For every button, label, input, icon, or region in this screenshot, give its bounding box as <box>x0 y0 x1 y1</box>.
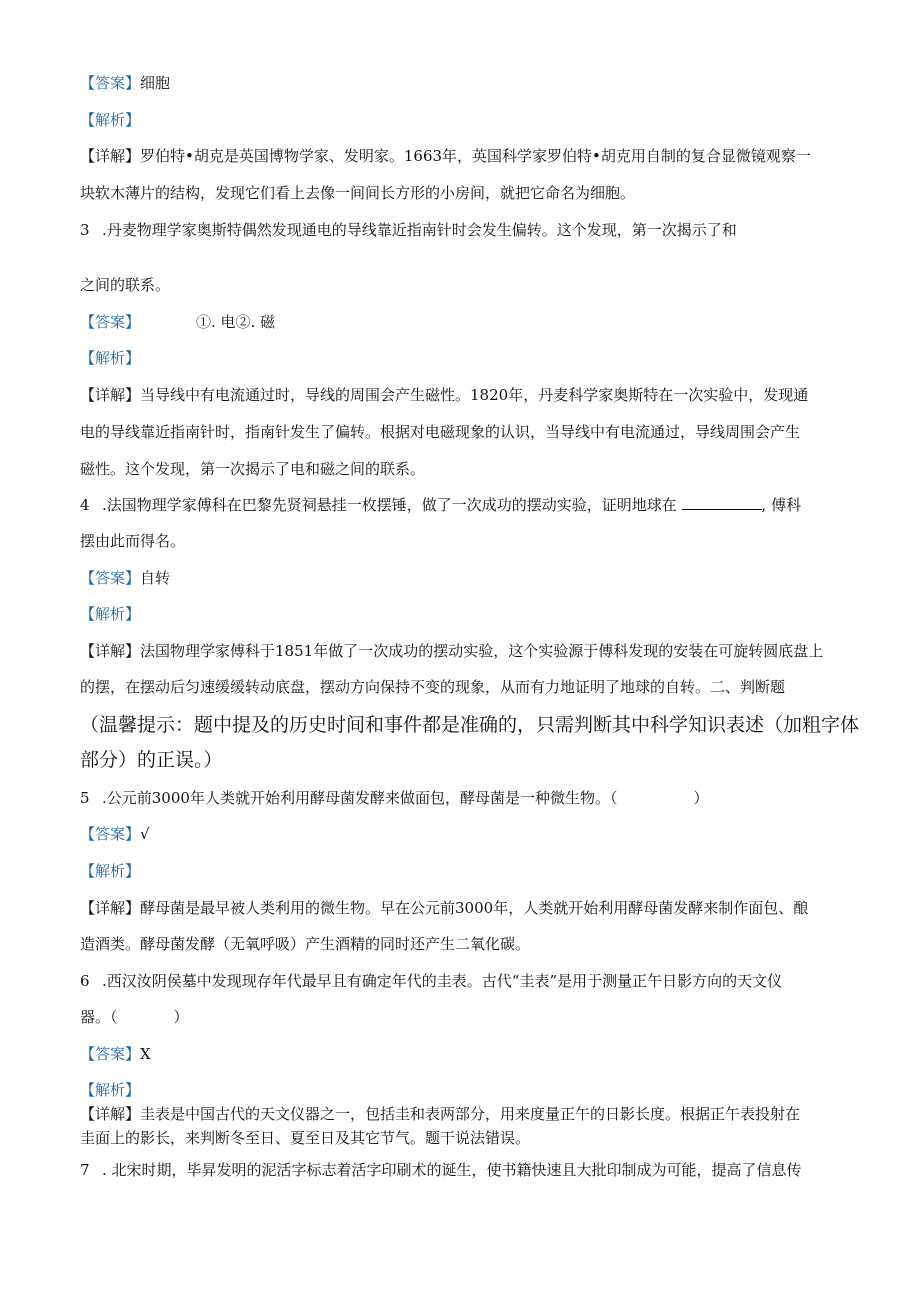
q4-text-1b: , 傅科 <box>761 496 802 514</box>
q6-question-line-2 <box>80 1007 189 1027</box>
q3-detail-1: 当导线中有电流通过时，导线的周围会产生磁性。1820年，丹麦科学家奥斯特在一次实验中，发现通 <box>140 386 809 404</box>
analysis-label: 【解析】 <box>80 111 141 129</box>
q3-detail-line-1 <box>80 385 808 405</box>
q7-text-1: . 北宋时期，毕昇发明的泥活字标志着活字印刷术的诞生，使书籍快速且大批印制成为可能，提高了信息传 <box>102 1161 802 1179</box>
q3-question-line-2 <box>80 275 170 295</box>
q6-question-line-1 <box>80 971 782 991</box>
q6-detail-line-1 <box>80 1104 800 1124</box>
q5-detail-line-1 <box>80 898 808 918</box>
q3-answer: ①. 电②. 磁 <box>196 313 276 331</box>
q4-question-line-1 <box>80 495 801 515</box>
q6-answer: X <box>140 1045 151 1063</box>
q3-text-1: .丹麦物理学家奥斯特偶然发现通电的导线靠近指南针时会发生偏转。这个发现，第一次揭示了和 <box>102 221 737 239</box>
q3-analysis-line <box>80 348 140 368</box>
q3-detail-2: 电的导线靠近指南针时，指南针发生了偏转。根据对电磁现象的认识，当导线中有电流通过，导线周围会产生 <box>80 423 801 441</box>
q6-detail-1: 圭表是中国古代的天文仪器之一，包括圭和表两部分，用来度量正午的日影长度。根据正午表投射在 <box>140 1105 801 1123</box>
q4-answer-line <box>80 568 170 588</box>
q3-number: 3 <box>80 221 90 239</box>
q4-answer: 自转 <box>140 569 171 587</box>
q2-detail-line-2 <box>80 183 635 203</box>
q6-number: 6 <box>80 972 90 990</box>
q4-question-line-2 <box>80 531 185 551</box>
q7-number: 7 <box>80 1161 90 1179</box>
q5-analysis-line <box>80 861 140 881</box>
answer-label: 【答案】 <box>80 569 141 587</box>
answer-label: 【答案】 <box>80 313 141 331</box>
q6-close-paren: ） <box>173 1008 189 1026</box>
q3-answer-line <box>80 312 275 332</box>
q4-answer-blank <box>682 495 762 510</box>
q6-analysis-line <box>80 1080 140 1100</box>
detail-label: 【详解】 <box>80 147 141 165</box>
q4-text-2: 摆由此而得名。 <box>80 532 186 550</box>
q7-question-line-1 <box>80 1160 802 1180</box>
q4-detail-2: 的摆，在摆动后匀速缓缓转动底盘，摆动方向保持不变的现象，从而有力地证明了地球的自转。二、判断题 <box>80 678 786 696</box>
answer-label: 【答案】 <box>80 1045 141 1063</box>
q3-detail-line-2 <box>80 422 800 442</box>
q4-text-1a: .法国物理学家傅科在巴黎先贤祠悬挂一枚摆锤，做了一次成功的摆动实验，证明地球在 <box>102 496 682 514</box>
q4-number: 4 <box>80 496 90 514</box>
q2-answer-line <box>80 73 170 93</box>
q4-analysis-line <box>80 604 140 624</box>
answer-label: 【答案】 <box>80 825 141 843</box>
q5-detail-2: 造酒类。酵母菌发酵（无氧呼吸）产生酒精的同时还产生二氧化碳。 <box>80 935 531 953</box>
answer-label: 【答案】 <box>80 74 141 92</box>
analysis-label: 【解析】 <box>80 1081 141 1099</box>
q3-detail-line-3 <box>80 459 425 479</box>
q6-detail-2: 圭面上的影长，来判断冬至日、夏至日及其它节气。题干说法错误。 <box>80 1129 531 1147</box>
q6-answer-line <box>80 1044 151 1064</box>
detail-label: 【详解】 <box>80 642 141 660</box>
analysis-label: 【解析】 <box>80 862 141 880</box>
analysis-label: 【解析】 <box>80 349 141 367</box>
q5-number: 5 <box>80 789 90 807</box>
q5-detail-line-2 <box>80 934 530 954</box>
q5-text: .公元前3000年人类就开始利用酵母菌发酵来做面包，酵母菌是一种微生物。（ <box>102 789 618 807</box>
detail-label: 【详解】 <box>80 386 141 404</box>
q6-detail-line-2 <box>80 1128 530 1148</box>
section-note-line-2 <box>80 747 223 773</box>
analysis-label: 【解析】 <box>80 605 141 623</box>
q2-detail-2: 块软木薄片的结构，发现它们看上去像一间间长方形的小房间，就把它命名为细胞。 <box>80 184 636 202</box>
section-note-line-1 <box>80 712 859 738</box>
q5-detail-1: 酵母菌是最早被人类利用的微生物。早在公元前3000年，人类就开始利用酵母菌发酵来制作面包、酿 <box>140 899 809 917</box>
q4-detail-line-2 <box>80 677 785 697</box>
q2-analysis-line <box>80 110 140 130</box>
q2-detail-line-1 <box>80 146 811 166</box>
detail-label: 【详解】 <box>80 899 141 917</box>
q4-detail-line-1 <box>80 641 823 661</box>
q3-question-line-1 <box>80 220 737 240</box>
q3-detail-3: 磁性。这个发现，第一次揭示了电和磁之间的联系。 <box>80 460 426 478</box>
q2-detail-1: 罗伯特•胡克是英国博物学家、发明家。1663年，英国科学家罗伯特•胡克用自制的复合显微镜观察一 <box>140 147 811 165</box>
section-note-1: （温馨提示：题中提及的历史时间和事件都是准确的，只需判断其中科学知识表述（加粗字体 <box>80 714 860 736</box>
q5-answer-line <box>80 824 150 844</box>
q3-text-2: 之间的联系。 <box>80 276 171 294</box>
q5-close-paren: ） <box>693 789 709 807</box>
q6-text-1: .西汉汝阴侯墓中发现现存年代最早且有确定年代的圭表。古代“圭表”是用于测量正午日影方向的天文仪 <box>102 972 783 990</box>
q5-question-line <box>80 788 708 808</box>
section-note-2: 部分）的正误。） <box>80 749 223 771</box>
q2-answer: 细胞 <box>140 74 171 92</box>
q5-answer: √ <box>140 825 150 843</box>
q4-detail-1: 法国物理学家傅科于1851年做了一次成功的摆动实验，这个实验源于傅科发现的安装在可旋转圆底盘上 <box>140 642 824 660</box>
q6-text-2: 器。（ <box>80 1008 118 1026</box>
detail-label: 【详解】 <box>80 1105 141 1123</box>
